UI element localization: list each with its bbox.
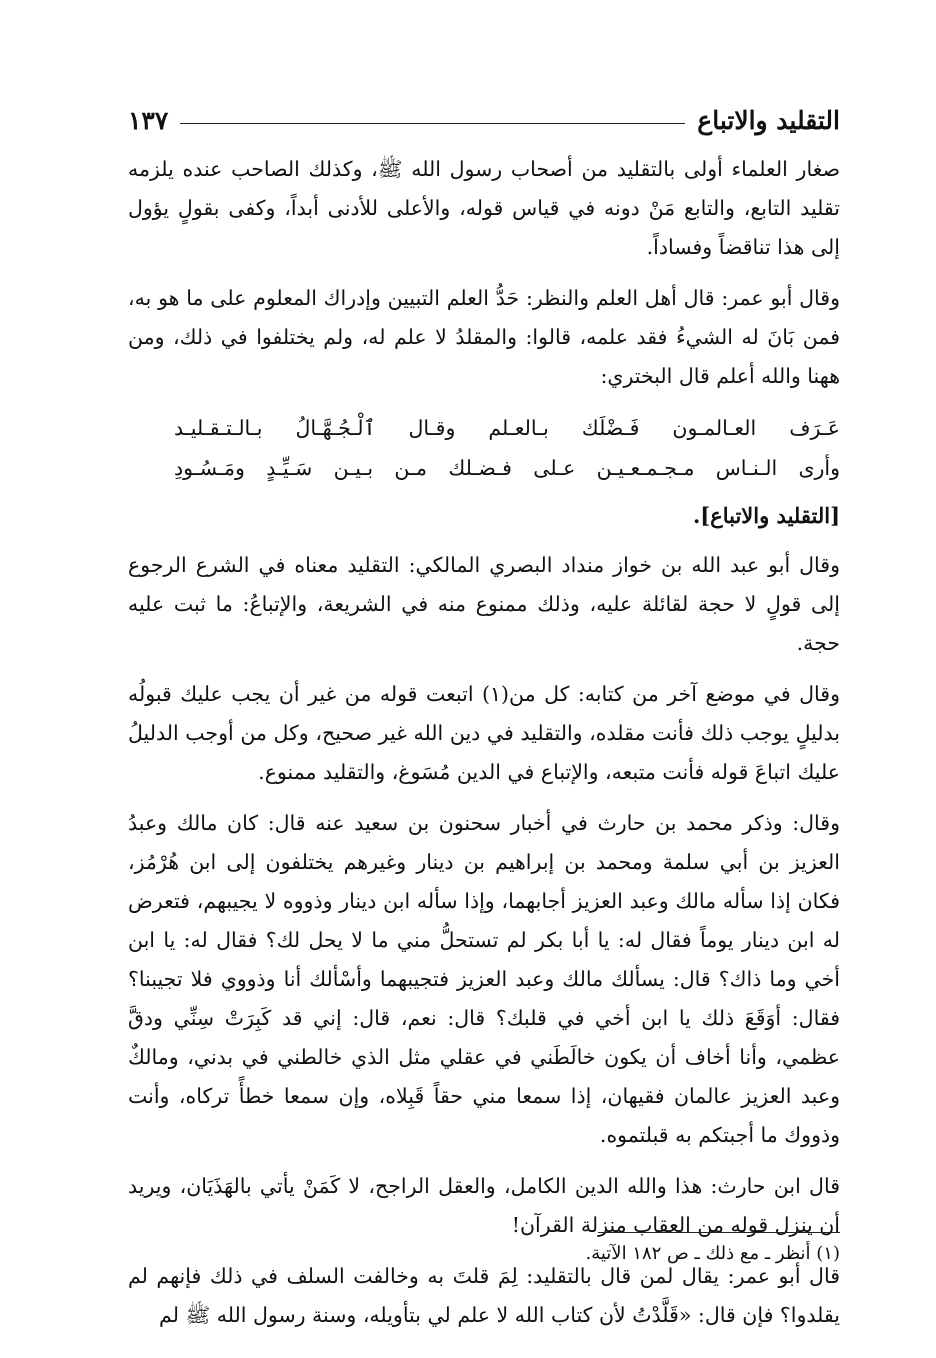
paragraph: وقال: وذكر محمد بن حارث في أخبار سحنون بن سعيد عنه قال: كان مالك وعبدُ العزيز بن أبي سلمة ومحمد بن إبراهيم بن دينار وغيرهم يختلفون إلى ابن هُرْمُز، فكان إذا سأله مالك وعبد العزيز أجابهما، وإذا سأله ابن دينار وذووه لا يجيبهم، فتعرض له ابن دينار يوماً فقال له: يا أبا بكر لم تستحلُّ مني ما لا يحل لك؟ فقال له: يا ابن أخي وما ذاك؟ قال: يسألك مالك وعبد العزيز فتجيبهما وأسْألك أنا وذووي فلا تجيبنا؟ فقال: أوَقَعَ ذلك يا ابن أخي في قلبك؟ قال: نعم، قال: إني قد كَبِرَتْ سِنِّي ودقَّ عظمي، وأنا أخاف أن يكون خالَطَني في عقلي مثل الذي خالطني في بدني، ومالكٌ وعبد العزيز عالمان فقيهان، إذا سمعا مني حقاً قَبِلاه، وإن سمعا خطأً تركاه، وأنت وذووك ما أجبتكم به قبلتموه.: [128, 811, 840, 1147]
section-heading: [التقليد والاتباع].: [692, 503, 840, 528]
paragraph: صغار العلماء أولى بالتقليد من أصحاب رسول الله ﷺ، وكذلك الصاحب عنده يلزمه تقليد التابع، والتابع مَنْ دونه في قياس قوله، والأعلى للأدنى أبداً، وكفى بقولٍ يؤول إلى هذا تناقضاً وفساداً.: [128, 157, 840, 259]
verse-line: عَـرَف العـالمـون فَـضْلَك بـالعـلم وقـال ٱلْـجُـهَّـالُ بـالـتـقـليـد: [174, 416, 840, 440]
page-body: [128, 150, 840, 1347]
paragraph: وقال في موضع آخر من كتابه: كل من(١) اتبعت قوله من غير أن يجب عليك قبولُه بدليلٍ يوجب ذلك فأنت مقلده، والتقليد في دين الله غير صحيح، وكل من أوجب الدليلُ عليك اتباعَ قوله فأنت متبعه، والإتباع في الدين مُسَوغ، والتقليد ممنوع.: [128, 682, 840, 784]
paragraph: قال ابن حارث: هذا والله الدين الكامل، والعقل الراجح، لا كَمَنْ يأتي بالهَذَيَان، ويريد أن ينزل قوله من العقاب منزلة القرآن!: [128, 1174, 840, 1237]
running-title: التقليد والاتباع: [697, 105, 840, 135]
paragraph: وقال أبو عبد الله بن خواز منداد البصري المالكي: التقليد معناه في الشرع الرجوع إلى قولٍ لا حجة لقائلة عليه، وذلك ممنوع منه في الشريعة، والإتباعُ: ما ثبت عليه حجة.: [128, 553, 840, 655]
page-number: ١٣٧: [128, 105, 169, 135]
header-rule: [180, 123, 685, 124]
paragraph: وقال أبو عمر: قال أهل العلم والنظر: حَدُّ العلم التبيين وإدراك المعلوم على ما هو به، فمن بَانَ له الشيءُ فقد علمه، قالوا: والمقلدُ لا علم له، ولم يختلفوا في ذلك، ومن ههنا والله أعلم قال البختري:: [128, 286, 840, 388]
poetry-verse: [128, 408, 840, 488]
footnote: (١) أنظر ـ مع ذلك ـ ص ١٨٢ الآتية.: [585, 1243, 840, 1264]
running-header: [128, 96, 840, 144]
verse-line: وأرى الـنـاس مـجـمـعـيـن عـلى فـضـلك مـن بـيـن سَـيِّـدٍ ومَـسُـودِ: [174, 456, 840, 480]
footnote-rule: [598, 1232, 840, 1233]
paragraph: قال أبو عمر: يقال لمن قال بالتقليد: لِمَ قلتَ به وخالفت السلف في ذلك فإنهم لم يقلدوا؟ فإن قال: «قَلَّدْتُ لأن كتاب الله لا علم لي بتأويله، وسنة رسول الله ﷺ لم: [128, 1264, 840, 1327]
